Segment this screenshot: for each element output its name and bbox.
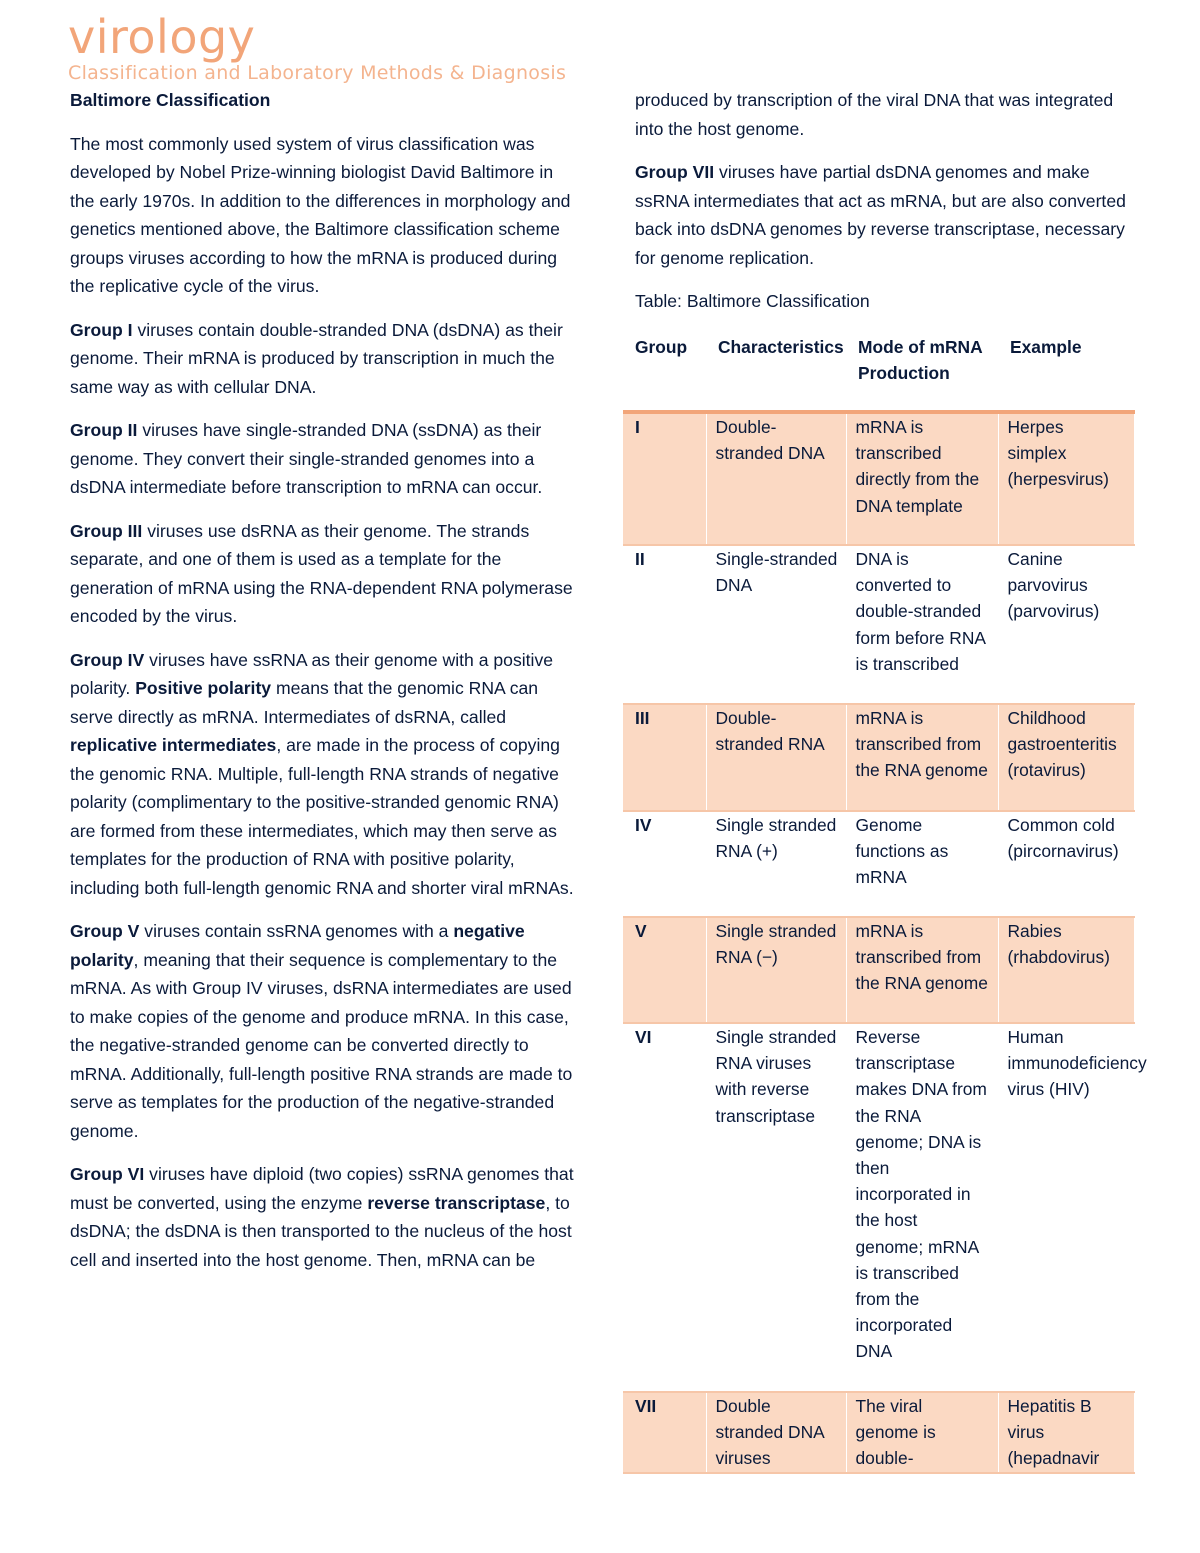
positive-polarity-term: Positive polarity [135, 678, 272, 698]
mode-cell: Genome functions as mRNA [846, 811, 998, 917]
left-column [70, 86, 575, 1289]
column-header-mode: Mode of mRNA Production [846, 334, 998, 412]
document-title: virology [68, 10, 256, 64]
group-cell: IV [623, 811, 706, 917]
characteristics-cell: Single-stranded DNA [706, 545, 846, 704]
group-cell: II [623, 545, 706, 704]
group-4-text-2: means that the genomic RNA can serve directly as mRNA. Intermediates of dsRNA, called [70, 678, 539, 727]
characteristics-cell: Single stranded RNA (+) [706, 811, 846, 917]
intro-paragraph: The most commonly used system of virus classification was developed by Nobel Prize-winning biologist David Baltimore in the early 1970s. In addition to the differences in morphology and genetics mentioned above, the Baltimore classification scheme groups viruses according to how the mRNA is produced during the replicative cycle of the virus. [70, 133, 571, 296]
group-cell: V [623, 917, 706, 1023]
group-7-text: viruses have partial dsDNA genomes and make ssRNA intermediates that act as mRNA, but are also converted back into dsDNA genomes by reverse transcriptase, necessary for genome replication. [635, 162, 1126, 268]
example-cell: Childhood gastroenteritis (rotavirus) [998, 704, 1134, 811]
example-cell: Hepatitis B virus (hepadnavir [998, 1392, 1134, 1473]
table-row [623, 545, 1134, 704]
section-heading: Baltimore Classification [70, 90, 271, 110]
group-2-label: Group II [70, 420, 138, 440]
document-header [68, 10, 566, 84]
replicative-intermediates-term: replicative intermediates [70, 735, 277, 755]
baltimore-table [623, 334, 1147, 1474]
group-6-text-2: , to dsDNA; the dsDNA is then transported to the nucleus of the host cell and inserted into the host genome. Then, mRNA can be [70, 1192, 572, 1270]
characteristics-cell: Single stranded RNA (−) [706, 917, 846, 1023]
mode-cell: The viral genome is double- [846, 1392, 998, 1473]
characteristics-cell: Single stranded RNA viruses with reverse transcriptase [706, 1023, 846, 1392]
group-3-label: Group III [70, 520, 143, 541]
group-3-paragraph [70, 517, 575, 631]
group-4-text-3: , are made in the process of copying the genomic RNA. Multiple, full-length RNA strands of negative polarity (complimentary to the positive-stranded genomic RNA) are formed from these intermediates, which may then serve as templates for the production of RNA with positive polarity, including both full-length genomic RNA and shorter viral mRNAs. [70, 735, 574, 898]
group-1-label: Group I [70, 319, 133, 340]
group-7-label: Group VII [635, 162, 715, 182]
table-row [623, 1392, 1134, 1473]
group-2-text: viruses have single-stranded DNA (ssDNA) as their genome. They convert their single-stranded genomes into a dsDNA intermediate before transcription to mRNA can occur. [70, 420, 543, 497]
table-header-row [623, 334, 1134, 412]
group-cell: VII [623, 1392, 706, 1473]
reverse-transcriptase-term: reverse transcriptase [367, 1192, 546, 1213]
group-4-text-1: viruses have ssRNA as their genome with a positive polarity. [70, 649, 554, 698]
group-cell: III [623, 704, 706, 811]
mode-cell: Reverse transcriptase makes DNA from the RNA genome; DNA is then incorporated in the host genome; mRNA is transcribed from the incorporated DNA [846, 1023, 998, 1392]
group-1-paragraph [70, 316, 575, 402]
characteristics-cell: Double-stranded RNA [706, 704, 846, 811]
group-cell: I [623, 412, 706, 545]
table-row [623, 1023, 1134, 1392]
right-column [635, 86, 1135, 331]
group-5-paragraph [70, 917, 575, 1145]
table-row [623, 412, 1134, 545]
group-1-text: viruses contain double-stranded DNA (dsDNA) as their genome. Their mRNA is produced by transcription in much the same way as with cellular DNA. [70, 319, 563, 397]
group-5-text-1: viruses contain ssRNA genomes with a [139, 921, 454, 941]
column-header-group: Group [623, 334, 706, 412]
group-5-text-2: , meaning that their sequence is complementary to the mRNA. As with Group IV viruses, dsRNA intermediates are used to make copies of the genome and produce mRNA. In this case, the negative-stranded genome can be converted directly to mRNA. Additionally, full-length positive RNA strands are made to serve as templates for the production of the negative-stranded genome. [70, 949, 573, 1141]
characteristics-cell: Double-stranded DNA [706, 412, 846, 545]
group-4-label: Group IV [70, 649, 145, 670]
example-cell: Human immunodeficiency virus (HIV) [998, 1023, 1134, 1392]
negative-polarity-term: negative polarity [70, 921, 525, 970]
group-cell: VI [623, 1023, 706, 1392]
example-cell: Common cold (pircornavirus) [998, 811, 1134, 917]
mode-cell: DNA is converted to double-stranded form before RNA is transcribed [846, 545, 998, 704]
table-row [623, 704, 1134, 811]
mode-cell: mRNA is transcribed directly from the DNA template [846, 412, 998, 545]
group-3-text: viruses use dsRNA as their genome. The strands separate, and one of them is used as a template for the generation of mRNA using the RNA-dependent RNA polymerase encoded by the virus. [70, 520, 573, 626]
example-cell: Herpes simplex (herpesvirus) [998, 412, 1134, 545]
group-6-label: Group VI [70, 1164, 145, 1184]
group-2-paragraph [70, 416, 575, 502]
group-6-text-1: viruses have diploid (two copies) ssRNA genomes that must be converted, using the enzyme [70, 1164, 574, 1213]
table-row [623, 917, 1134, 1023]
column-header-characteristics: Characteristics [706, 334, 846, 412]
mode-cell: mRNA is transcribed from the RNA genome [846, 917, 998, 1023]
group-7-paragraph [635, 158, 1135, 272]
example-cell: Rabies (rhabdovirus) [998, 917, 1134, 1023]
example-cell: Canine parvovirus (parvovirus) [998, 545, 1134, 704]
table-row [623, 811, 1134, 917]
group-5-label: Group V [70, 921, 140, 941]
mode-cell: mRNA is transcribed from the RNA genome [846, 704, 998, 811]
group-6-paragraph [70, 1160, 575, 1274]
group-4-paragraph [70, 646, 575, 903]
column-header-example: Example [998, 334, 1134, 412]
table-caption: Table: Baltimore Classification [635, 291, 870, 311]
document-subtitle: Classification and Laboratory Methods & Diagnosis [68, 62, 567, 84]
group-6-continuation: produced by transcription of the viral DNA that was integrated into the host genome. [635, 90, 1114, 139]
characteristics-cell: Double stranded DNA viruses [706, 1392, 846, 1473]
